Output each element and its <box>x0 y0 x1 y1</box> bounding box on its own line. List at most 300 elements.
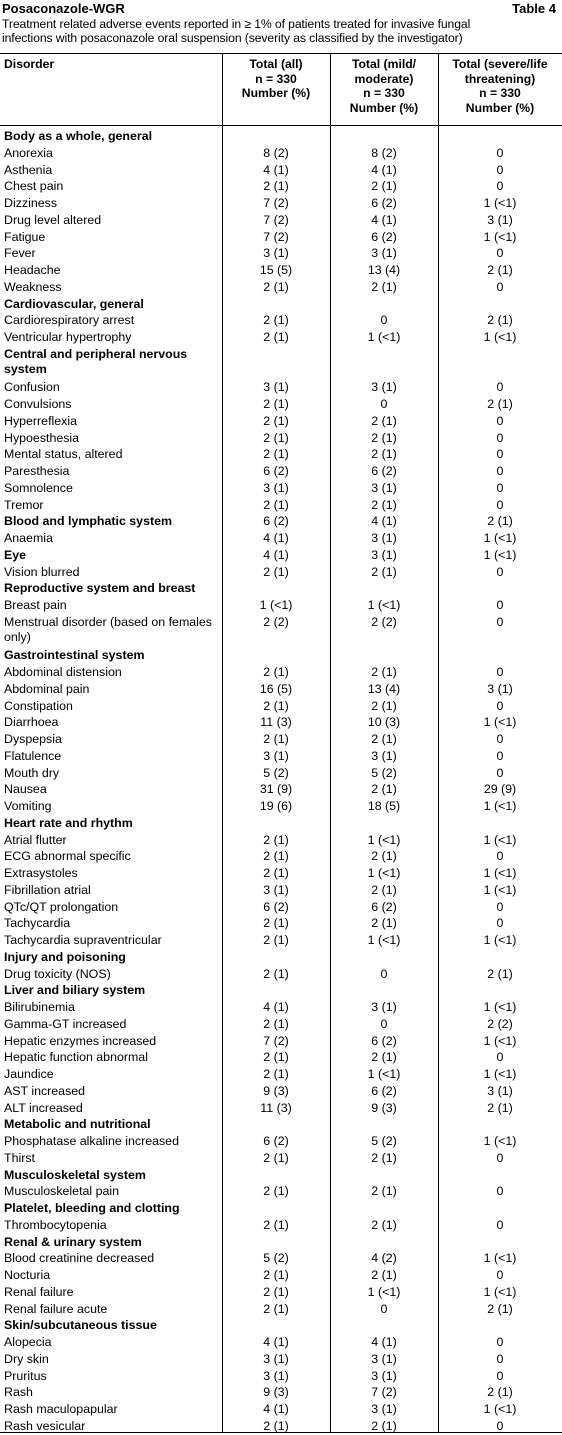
severe-cell: 0 <box>496 447 504 462</box>
header-line: n = 330 <box>479 86 521 101</box>
disorder-label: Tachycardia <box>4 916 71 931</box>
total-all-cell: 2 (1) <box>263 732 289 746</box>
total-all-cell: 2 (1) <box>263 966 289 981</box>
severe-cell: 0 <box>496 614 504 629</box>
severe-cell: 1 (<1) <box>483 1033 517 1048</box>
severe-cell: 1 (<1) <box>483 1067 517 1081</box>
total-all-cell: 6 (2) <box>263 899 289 914</box>
disorder-label: Nocturia <box>4 1268 51 1282</box>
severe-cell: 0 <box>496 1418 504 1433</box>
table-row <box>0 1334 562 1351</box>
total-all-cell: 16 (5) <box>259 681 293 696</box>
mild-moderate-cell: 2 (2) <box>371 614 397 629</box>
table-row <box>0 1301 562 1318</box>
total-all-cell: 2 (1) <box>263 397 289 411</box>
table-row <box>0 1150 562 1167</box>
table-row <box>0 731 562 748</box>
severe-cell: 0 <box>496 279 504 294</box>
category-row <box>0 296 562 313</box>
total-all-cell: 2 (1) <box>263 1418 289 1433</box>
mild-moderate-cell: 13 (4) <box>367 263 401 277</box>
mild-moderate-cell: 2 (1) <box>371 447 397 462</box>
document-title: Posaconazole-WGR <box>2 1 125 16</box>
disorder-label: Rash maculopapular <box>4 1402 118 1416</box>
header-line: Number (%) <box>349 100 419 115</box>
caption-line-2: infections with posaconazole oral suspension (severity as classified by the investigator) <box>2 31 463 45</box>
severe-cell: 1 (<1) <box>483 882 517 897</box>
table-row <box>0 262 562 279</box>
category-label: Cardiovascular, general <box>4 296 144 311</box>
disorder-label: Drug level altered <box>4 212 102 227</box>
table-row <box>0 1083 562 1100</box>
total-all-cell: 7 (2) <box>263 212 289 227</box>
table-row <box>0 798 562 815</box>
mild-moderate-cell: 2 (1) <box>371 1217 397 1232</box>
severe-cell: 1 (<1) <box>483 799 517 813</box>
total-all-cell: 7 (2) <box>263 196 289 210</box>
severe-cell: 0 <box>496 480 504 495</box>
mild-moderate-cell: 3 (1) <box>371 531 397 545</box>
severe-cell: 2 (1) <box>487 1301 513 1316</box>
mild-moderate-cell: 6 (2) <box>371 899 397 914</box>
severe-cell: 3 (1) <box>487 1083 513 1098</box>
category-row <box>0 1116 562 1133</box>
total-all-cell: 3 (1) <box>263 246 289 261</box>
mild-moderate-cell: 5 (2) <box>371 1134 397 1148</box>
disorder-label: Dry skin <box>4 1351 49 1366</box>
table-row <box>0 162 562 179</box>
severe-cell: 2 (1) <box>487 514 513 529</box>
table-row <box>0 195 562 212</box>
total-all-cell: 4 (1) <box>263 547 289 562</box>
total-all-cell: 2 (1) <box>263 1150 289 1165</box>
disorder-label: Weakness <box>4 279 62 294</box>
category-label: Heart rate and rhythm <box>4 815 133 830</box>
disorder-label: Nausea <box>4 782 47 797</box>
category-label: Reproductive system and breast <box>4 581 196 596</box>
total-all-cell: 3 (1) <box>263 882 289 897</box>
severe-cell: 0 <box>496 1351 504 1366</box>
total-all-cell: 7 (2) <box>263 229 289 244</box>
severe-cell: 1 (<1) <box>483 1251 517 1266</box>
total-all-cell: 2 (1) <box>263 330 289 344</box>
severe-cell: 0 <box>496 162 504 177</box>
table-row <box>0 312 562 329</box>
mild-moderate-cell: 0 <box>380 1016 388 1031</box>
severe-cell: 0 <box>496 1368 504 1383</box>
disorder-label: Gamma-GT increased <box>4 1016 127 1031</box>
severe-cell: 29 (9) <box>483 782 517 797</box>
top-rule <box>0 53 562 54</box>
mild-moderate-cell: 2 (1) <box>371 1418 397 1433</box>
mild-moderate-cell: 5 (2) <box>371 765 397 780</box>
table-row <box>0 882 562 899</box>
table-row <box>0 1351 562 1368</box>
category-row <box>0 1234 562 1251</box>
severe-cell: 1 (<1) <box>483 1134 517 1148</box>
severe-cell: 0 <box>496 564 504 579</box>
category-label: Gastrointestinal system <box>4 648 145 663</box>
severe-cell: 2 (1) <box>487 397 513 411</box>
mild-moderate-cell: 1 (<1) <box>367 330 401 344</box>
category-row <box>0 647 562 664</box>
table-row <box>0 681 562 698</box>
table-row <box>0 1033 562 1050</box>
header-line: Number (%) <box>241 86 311 101</box>
disorder-label: Atrial flutter <box>4 832 67 847</box>
disorder-label: Asthenia <box>4 162 53 177</box>
mild-moderate-cell: 2 (1) <box>371 564 397 579</box>
disorder-label: Constipation <box>4 698 73 713</box>
mild-moderate-cell: 3 (1) <box>371 1000 397 1014</box>
total-all-cell: 2 (1) <box>263 1284 289 1299</box>
mild-moderate-cell: 2 (1) <box>371 698 397 713</box>
mild-moderate-cell: 0 <box>380 397 388 411</box>
header-line: n = 330 <box>255 71 297 86</box>
disorder-label: Headache <box>4 263 61 277</box>
table-row <box>0 480 562 497</box>
severe-cell: 2 (1) <box>487 1385 513 1400</box>
table-row <box>0 329 562 346</box>
total-all-cell: 2 (1) <box>263 279 289 294</box>
category-row <box>0 1317 562 1334</box>
total-all-cell: 2 (2) <box>263 614 289 629</box>
disorder-label: Tremor <box>4 497 44 512</box>
total-all-cell: 1 (<1) <box>259 598 293 612</box>
category-row <box>0 346 562 380</box>
mild-moderate-cell: 13 (4) <box>367 681 401 696</box>
severe-cell: 0 <box>496 380 504 395</box>
mild-moderate-cell: 0 <box>380 313 388 328</box>
header-line: Total (severe/life <box>452 57 548 71</box>
disorder-label: Pruritus <box>4 1368 47 1383</box>
table-row <box>0 1284 562 1301</box>
header-line: Number (%) <box>465 100 535 115</box>
severe-cell: 1 (<1) <box>483 1402 517 1416</box>
table-row <box>0 1250 562 1267</box>
mild-moderate-cell: 2 (1) <box>371 430 397 445</box>
mild-moderate-cell: 3 (1) <box>371 1368 397 1383</box>
disorder-label: Renal failure <box>4 1284 74 1299</box>
total-all-cell: 2 (1) <box>263 698 289 713</box>
disorder-label: Confusion <box>4 380 60 395</box>
disorder-label: Mental status, altered <box>4 447 123 462</box>
header-line: moderate) <box>354 71 414 86</box>
table-row <box>0 430 562 447</box>
category-label: Central and peripheral nervous system <box>4 346 188 376</box>
category-row <box>0 580 562 597</box>
table-row <box>0 1384 562 1401</box>
disorder-label: Diarrhoea <box>4 715 59 730</box>
mild-moderate-cell: 2 (1) <box>371 732 397 746</box>
severe-cell: 2 (1) <box>487 966 513 981</box>
table-row <box>0 865 562 882</box>
total-all-cell: 2 (1) <box>263 933 289 947</box>
mild-moderate-cell: 3 (1) <box>371 480 397 495</box>
total-all-cell: 4 (1) <box>263 1402 289 1416</box>
disorder-label: Dyspepsia <box>4 732 62 746</box>
table-row <box>0 832 562 849</box>
table-row <box>0 748 562 765</box>
mild-moderate-cell: 3 (1) <box>371 1351 397 1366</box>
category-row <box>0 1200 562 1217</box>
disorder-label: Anorexia <box>4 145 53 160</box>
mild-moderate-cell: 4 (1) <box>371 162 397 177</box>
severe-cell: 0 <box>496 765 504 780</box>
mild-moderate-cell: 1 (<1) <box>367 1067 401 1081</box>
total-all-cell: 2 (1) <box>263 179 289 194</box>
severe-cell: 1 (<1) <box>483 1000 517 1014</box>
severe-cell: 0 <box>496 246 504 261</box>
document-header <box>2 2 558 16</box>
mild-moderate-cell: 2 (1) <box>371 413 397 428</box>
mild-moderate-cell: 6 (2) <box>371 196 397 210</box>
mild-moderate-cell: 2 (1) <box>371 179 397 194</box>
severe-cell: 1 (<1) <box>483 196 517 210</box>
total-all-cell: 4 (1) <box>263 162 289 177</box>
severe-cell: 0 <box>496 1184 504 1199</box>
disorder-label: AST increased <box>4 1083 86 1098</box>
table-row <box>0 614 562 648</box>
total-all-cell: 9 (3) <box>263 1083 289 1098</box>
header-line: threatening) <box>464 71 536 86</box>
disorder-label: Dizziness <box>4 196 58 210</box>
table-row <box>0 899 562 916</box>
table-row <box>0 848 562 865</box>
table-row <box>0 915 562 932</box>
mild-moderate-cell: 3 (1) <box>371 547 397 562</box>
disorder-label: Fibrillation atrial <box>4 882 91 897</box>
disorder-label: Paresthesia <box>4 464 70 478</box>
disorder-label: Rash <box>4 1385 33 1400</box>
table-row <box>0 564 562 581</box>
mild-moderate-cell: 9 (3) <box>371 1100 397 1115</box>
table-row <box>0 698 562 715</box>
table-row <box>0 714 562 731</box>
category-label: Liver and biliary system <box>4 983 146 998</box>
column-header-disorder: Disorder <box>4 57 55 71</box>
column-header-total-all <box>222 57 330 101</box>
disorder-label: Extrasystoles <box>4 866 78 880</box>
total-all-cell: 15 (5) <box>259 263 293 277</box>
total-all-cell: 4 (1) <box>263 1335 289 1349</box>
disorder-label: Renal failure acute <box>4 1301 108 1316</box>
mild-moderate-cell: 2 (1) <box>371 665 397 679</box>
category-label: Injury and poisoning <box>4 949 126 964</box>
severe-cell: 0 <box>496 179 504 194</box>
severe-cell: 0 <box>496 732 504 746</box>
disorder-label: Fatigue <box>4 229 46 244</box>
mild-moderate-cell: 1 (<1) <box>367 1284 401 1299</box>
table-row <box>0 178 562 195</box>
severe-cell: 0 <box>496 1150 504 1165</box>
disorder-label: Convulsions <box>4 397 72 411</box>
disorder-label: Phosphatase alkaline increased <box>4 1134 179 1148</box>
category-label: Musculoskeletal system <box>4 1167 146 1182</box>
disorder-label: Fever <box>4 246 36 261</box>
disorder-label: ALT increased <box>4 1100 83 1115</box>
table-row <box>0 145 562 162</box>
table-row <box>0 664 562 681</box>
mild-moderate-cell: 3 (1) <box>371 246 397 261</box>
total-all-cell: 9 (3) <box>263 1385 289 1400</box>
table-row <box>0 1066 562 1083</box>
category-row <box>0 1167 562 1184</box>
severe-cell: 0 <box>496 849 504 864</box>
table-row <box>0 1217 562 1234</box>
severe-cell: 0 <box>496 1335 504 1349</box>
table-row <box>0 379 562 396</box>
mild-moderate-cell: 6 (2) <box>371 1083 397 1098</box>
disorder-label: Thirst <box>4 1150 35 1165</box>
severe-cell: 0 <box>496 598 504 612</box>
table-row <box>0 245 562 262</box>
severe-cell: 0 <box>496 1050 504 1065</box>
mild-moderate-cell: 0 <box>380 966 388 981</box>
total-all-cell: 3 (1) <box>263 380 289 395</box>
table-row <box>0 497 562 514</box>
severe-cell: 0 <box>496 698 504 713</box>
total-all-cell: 2 (1) <box>263 866 289 880</box>
table-row <box>0 966 562 983</box>
severe-cell: 3 (1) <box>487 681 513 696</box>
total-all-cell: 2 (1) <box>263 1184 289 1199</box>
table-row <box>0 463 562 480</box>
header-line: n = 330 <box>363 86 405 101</box>
category-label: Body as a whole, general <box>4 129 153 143</box>
total-all-cell: 6 (2) <box>263 514 289 529</box>
severe-cell: 0 <box>496 1217 504 1232</box>
category-row <box>0 128 562 145</box>
category-row <box>0 815 562 832</box>
disorder-label: Chest pain <box>4 179 64 194</box>
disorder-label: QTc/QT prolongation <box>4 899 119 914</box>
mild-moderate-cell: 6 (2) <box>371 229 397 244</box>
severe-cell: 2 (1) <box>487 313 513 328</box>
total-all-cell: 7 (2) <box>263 1033 289 1048</box>
severe-cell: 0 <box>496 748 504 763</box>
mild-moderate-cell: 2 (1) <box>371 1050 397 1065</box>
mild-moderate-cell: 0 <box>380 1301 388 1316</box>
total-all-cell: 2 (1) <box>263 497 289 512</box>
severe-cell: 2 (1) <box>487 263 513 277</box>
category-label: Metabolic and nutritional <box>4 1117 151 1132</box>
category-row <box>0 547 562 564</box>
total-all-cell: 8 (2) <box>263 145 289 160</box>
mild-moderate-cell: 3 (1) <box>371 1402 397 1416</box>
severe-cell: 3 (1) <box>487 212 513 227</box>
category-label: Blood and lymphatic system <box>4 514 172 529</box>
mild-moderate-cell: 7 (2) <box>371 1385 397 1400</box>
disorder-label: Thrombocytopenia <box>4 1217 107 1232</box>
mild-moderate-cell: 2 (1) <box>371 1184 397 1199</box>
disorder-label: Abdominal pain <box>4 681 90 696</box>
table-row <box>0 932 562 949</box>
total-all-cell: 2 (1) <box>263 313 289 328</box>
caption-line-1: Treatment related adverse events reported in ≥ 1% of patients treated for invasive fungal <box>2 17 471 31</box>
mild-moderate-cell: 8 (2) <box>371 145 397 160</box>
table-row <box>0 1418 562 1435</box>
mild-moderate-cell: 2 (1) <box>371 916 397 931</box>
table-row <box>0 1401 562 1418</box>
severe-cell: 1 (<1) <box>483 531 517 545</box>
total-all-cell: 2 (1) <box>263 413 289 428</box>
mild-moderate-cell: 1 (<1) <box>367 866 401 880</box>
mild-moderate-cell: 2 (1) <box>371 1268 397 1282</box>
total-all-cell: 19 (6) <box>259 799 293 813</box>
table-row <box>0 530 562 547</box>
total-all-cell: 5 (2) <box>263 765 289 780</box>
severe-cell: 1 (<1) <box>483 229 517 244</box>
disorder-label: Alopecia <box>4 1335 52 1349</box>
mild-moderate-cell: 3 (1) <box>371 380 397 395</box>
severe-cell: 0 <box>496 497 504 512</box>
total-all-cell: 3 (1) <box>263 480 289 495</box>
table-row <box>0 1016 562 1033</box>
mild-moderate-cell: 2 (1) <box>371 882 397 897</box>
total-all-cell: 3 (1) <box>263 1351 289 1366</box>
disorder-label: Musculoskeletal pain <box>4 1184 120 1199</box>
mild-moderate-cell: 2 (1) <box>371 782 397 797</box>
severe-cell: 1 (<1) <box>483 933 517 947</box>
total-all-cell: 2 (1) <box>263 916 289 931</box>
mild-moderate-cell: 1 (<1) <box>367 933 401 947</box>
disorder-label: Cardiorespiratory arrest <box>4 313 135 328</box>
mild-moderate-cell: 4 (2) <box>371 1251 397 1266</box>
total-all-cell: 11 (3) <box>260 1100 292 1115</box>
severe-cell: 0 <box>496 464 504 478</box>
table-row <box>0 1183 562 1200</box>
total-all-cell: 2 (1) <box>263 1050 289 1065</box>
table-row <box>0 1267 562 1284</box>
total-all-cell: 3 (1) <box>263 748 289 763</box>
total-all-cell: 2 (1) <box>263 1067 289 1081</box>
severe-cell: 0 <box>496 916 504 931</box>
table-row <box>0 1368 562 1385</box>
category-row <box>0 513 562 530</box>
table-row <box>0 999 562 1016</box>
column-header-mild-moderate <box>330 57 438 115</box>
total-all-cell: 4 (1) <box>263 531 289 545</box>
severe-cell: 0 <box>496 665 504 679</box>
disorder-label: Flatulence <box>4 748 62 763</box>
disorder-label: Anaemia <box>4 531 53 545</box>
disorder-label: Menstrual disorder (based on females only) <box>4 614 212 644</box>
category-label: Skin/subcutaneous tissue <box>4 1318 157 1333</box>
severe-cell: 0 <box>496 1268 504 1282</box>
table-row <box>0 446 562 463</box>
total-all-cell: 3 (1) <box>263 1368 289 1383</box>
mild-moderate-cell: 2 (1) <box>371 849 397 864</box>
column-header-severe <box>438 57 562 115</box>
total-all-cell: 2 (1) <box>263 564 289 579</box>
header-rule <box>0 125 562 126</box>
total-all-cell: 11 (3) <box>260 715 292 730</box>
table-number: Table 4 <box>512 1 556 16</box>
table-row <box>0 212 562 229</box>
disorder-label: Bilirubinemia <box>4 1000 75 1014</box>
table-row <box>0 413 562 430</box>
total-all-cell: 2 (1) <box>263 1301 289 1316</box>
category-label: Renal & urinary system <box>4 1234 142 1249</box>
total-all-cell: 6 (2) <box>263 1134 289 1148</box>
table-row <box>0 1100 562 1117</box>
table-row <box>0 279 562 296</box>
header-line: Total (mild/ <box>351 57 417 71</box>
table-row <box>0 781 562 798</box>
severe-cell: 1 (<1) <box>483 832 517 847</box>
severe-cell: 0 <box>496 413 504 428</box>
